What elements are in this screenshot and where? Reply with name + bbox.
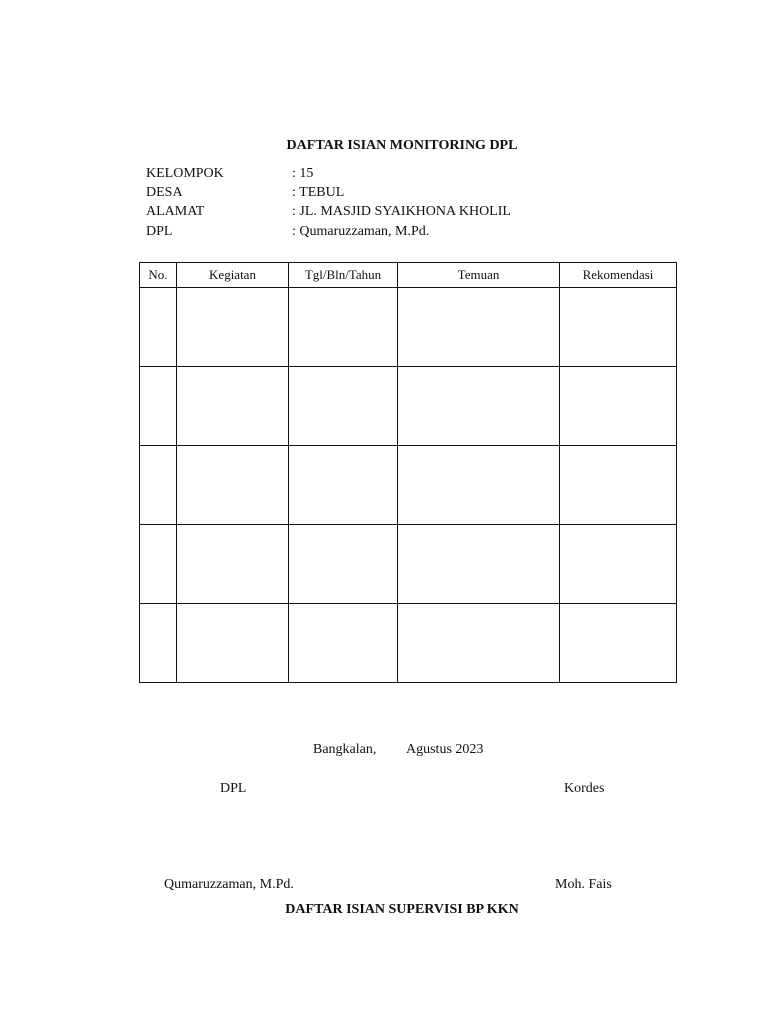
- header-kegiatan: Kegiatan: [177, 263, 289, 288]
- place-text: Bangkalan,: [313, 742, 377, 757]
- info-value-alamat: : JL. MASJID SYAIKHONA KHOLIL: [292, 204, 511, 219]
- header-no: No.: [140, 263, 177, 288]
- table-cell: [140, 525, 177, 604]
- table-cell: [560, 446, 677, 525]
- header-temuan: Temuan: [398, 263, 560, 288]
- date-text: Agustus 2023: [406, 742, 484, 757]
- left-signatory-role: DPL: [220, 781, 247, 796]
- info-value-kelompok: : 15: [292, 166, 314, 181]
- table-row: [140, 446, 677, 525]
- left-signatory-name: Qumaruzzaman, M.Pd.: [164, 877, 294, 892]
- table-cell: [398, 367, 560, 446]
- table-cell: [177, 367, 289, 446]
- table-cell: [140, 367, 177, 446]
- table-cell: [289, 525, 398, 604]
- table-row: [140, 604, 677, 683]
- monitoring-table: [139, 262, 677, 683]
- info-value-dpl: : Qumaruzzaman, M.Pd.: [292, 224, 430, 239]
- table-cell: [289, 367, 398, 446]
- info-label-desa: DESA: [146, 185, 183, 200]
- table-cell: [177, 288, 289, 367]
- table-cell: [560, 288, 677, 367]
- table-cell: [398, 288, 560, 367]
- table-cell: [140, 604, 177, 683]
- table-row: [140, 525, 677, 604]
- info-value-desa: : TEBUL: [292, 185, 345, 200]
- next-section-title: DAFTAR ISIAN SUPERVISI BP KKN: [285, 902, 519, 917]
- info-label-alamat: ALAMAT: [146, 204, 205, 219]
- document-title: DAFTAR ISIAN MONITORING DPL: [286, 138, 518, 153]
- header-rekomendasi: Rekomendasi: [560, 263, 677, 288]
- table-cell: [398, 446, 560, 525]
- table-cell: [289, 288, 398, 367]
- table-cell: [177, 446, 289, 525]
- table-row: [140, 288, 677, 367]
- table-cell: [289, 446, 398, 525]
- table-cell: [398, 525, 560, 604]
- table-header-row: [140, 263, 677, 288]
- right-signatory-role: Kordes: [564, 781, 605, 796]
- table-row: [140, 367, 677, 446]
- table-cell: [140, 288, 177, 367]
- right-signatory-name: Moh. Fais: [555, 877, 612, 892]
- table-cell: [398, 604, 560, 683]
- table-cell: [560, 604, 677, 683]
- table-cell: [140, 446, 177, 525]
- info-label-dpl: DPL: [146, 224, 173, 239]
- header-tanggal: Tgl/Bln/Tahun: [289, 263, 398, 288]
- table-cell: [560, 367, 677, 446]
- table-cell: [177, 525, 289, 604]
- table-cell: [289, 604, 398, 683]
- table-cell: [177, 604, 289, 683]
- table-cell: [560, 525, 677, 604]
- info-label-kelompok: KELOMPOK: [146, 166, 224, 181]
